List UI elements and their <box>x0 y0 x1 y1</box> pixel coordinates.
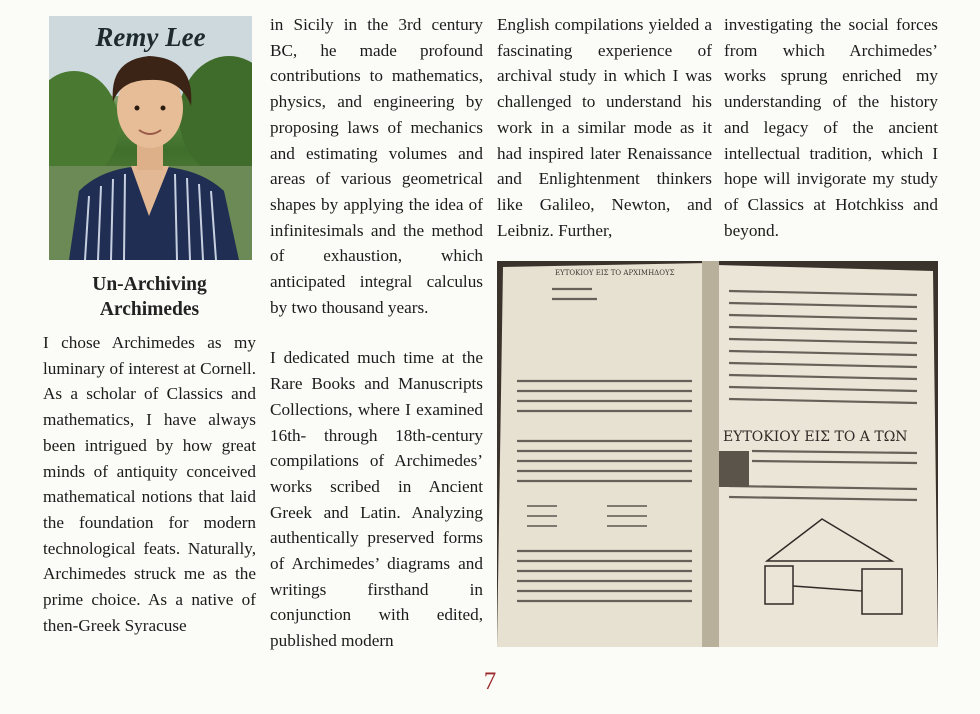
text-column-3 <box>497 12 712 268</box>
column-2-paragraph-2: I dedicated much time at the Rare Books and Manuscripts Collections, where I examined 16th- through 18th-century compilations of Archimedes’ works scribed in Ancient Greek and Latin. Analyzing authentically preserved forms of Archimedes’ diagrams and writings firsthand in conjunction with edited, published modern <box>270 348 483 651</box>
column-3-text: English compilations yielded a fascinating experience of archival study in which I was challenged to understand his work in a similar mode as it had inspired later Renaissance and Enlightenment thinkers like Galileo, Newton, and Leibniz. Further, <box>497 15 712 240</box>
open-book-illustration <box>497 261 938 647</box>
text-column-4 <box>724 12 938 268</box>
book-photo <box>497 261 938 647</box>
column-2-paragraph-1: in Sicily in the 3rd century BC, he made profound contributions to mathematics, physics, and engineering by proposing laws of mechanics and estimating volumes and areas of various geometrical shapes by applying the idea of infinitesimals and the method of exhaustion, which anticipated integral calculus by two thousand years. <box>270 15 483 317</box>
right-page-header: ΕΥΤΟΚΙΟΥ ΕΙΣ ΤΟ Α ΤΩΝ <box>723 429 908 445</box>
left-page-header: ΕΥΤΟΚΙΟΥ ΕΙΣ ΤΟ ΑΡΧΙΜΗΔΟΥΣ <box>555 269 675 277</box>
article-title: Un-Archiving Archimedes <box>92 274 207 320</box>
illuminated-initial <box>719 451 749 487</box>
portrait-name: Remy Lee <box>95 22 206 52</box>
text-column-2 <box>270 12 483 679</box>
portrait-photo <box>49 16 252 260</box>
column-4-text: investigating the social forces from which Archimedes’ works sprung enriched my understanding of the history and legacy of the ancient intellectual tradition, which I hope will invigorate my study of Classics at Hotchkiss and beyond. <box>724 15 938 240</box>
page-number: 7 <box>483 668 497 695</box>
column-1-text: I chose Archimedes as my luminary of interest at Cornell. As a scholar of Classics and mathematics, I have always been intrigued by how great minds of antiquity conceived mathematical notions that laid the foundation for modern technological feats. Naturally, Archimedes struck me as the prime choice. As a native of then-Greek Syracuse <box>43 333 256 635</box>
